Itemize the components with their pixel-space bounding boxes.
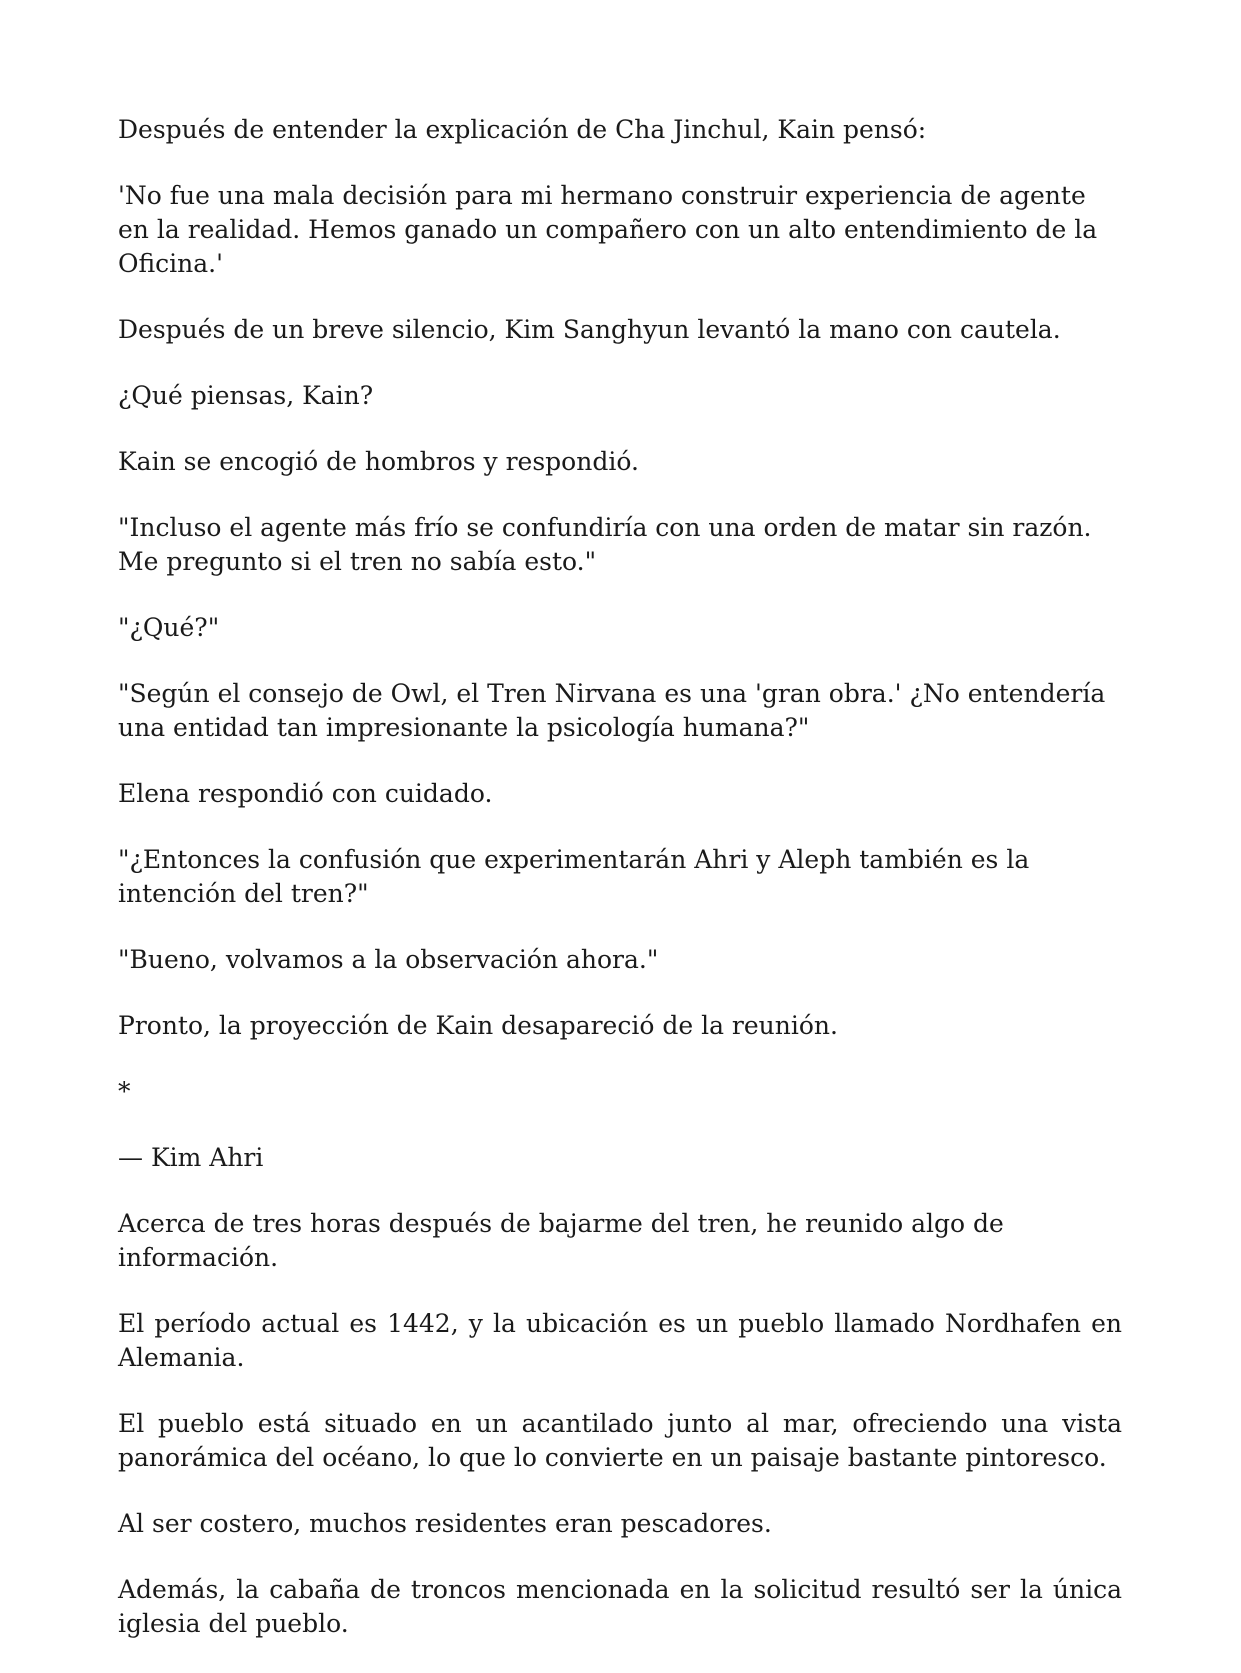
- paragraph: "Incluso el agente más frío se confundiría con una orden de matar sin razón. Me pregunto si el tren no sabía esto.": [118, 513, 1092, 576]
- paragraph: El período actual es 1442, y la ubicación es un pueblo llamado Nordhafen en Alemania.: [118, 1309, 1122, 1372]
- section-separator: *: [118, 1077, 131, 1106]
- paragraph: "Bueno, volvamos a la observación ahora.": [118, 945, 659, 974]
- paragraph: 'No fue una mala decisión para mi hermano construir experiencia de agente en la realidad. Hemos ganado un compañero con un alto entendimiento de la Oficina.': [118, 181, 1098, 278]
- paragraph: "Según el consejo de Owl, el Tren Nirvana es una 'gran obra.' ¿No entendería una entidad tan impresionante la psicología humana?": [118, 679, 1106, 742]
- paragraph: "¿Qué?": [118, 613, 220, 642]
- paragraph: Después de un breve silencio, Kim Sanghyun levantó la mano con cautela.: [118, 315, 1061, 344]
- paragraph: Al ser costero, muchos residentes eran pescadores.: [118, 1509, 772, 1538]
- paragraph: ¿Qué piensas, Kain?: [118, 381, 374, 410]
- paragraph: Acerca de tres horas después de bajarme del tren, he reunido algo de información.: [118, 1209, 1004, 1272]
- paragraph: Elena respondió con cuidado.: [118, 779, 493, 808]
- paragraph: El pueblo está situado en un acantilado junto al mar, ofreciendo una vista panorámica del océano, lo que lo convierte en un paisaje bastante pintoresco.: [118, 1409, 1122, 1472]
- paragraph: Después de entender la explicación de Cha Jinchul, Kain pensó:: [118, 115, 927, 144]
- section-heading: — Kim Ahri: [118, 1143, 264, 1172]
- paragraph: Además, la cabaña de troncos mencionada en la solicitud resultó ser la única iglesia del pueblo.: [118, 1575, 1122, 1638]
- paragraph: "¿Entonces la confusión que experimentarán Ahri y Aleph también es la intención del tren?": [118, 845, 1030, 908]
- paragraph: Pronto, la proyección de Kain desapareció de la reunión.: [118, 1011, 838, 1040]
- document-body: [118, 113, 1122, 1673]
- paragraph: Kain se encogió de hombros y respondió.: [118, 447, 639, 476]
